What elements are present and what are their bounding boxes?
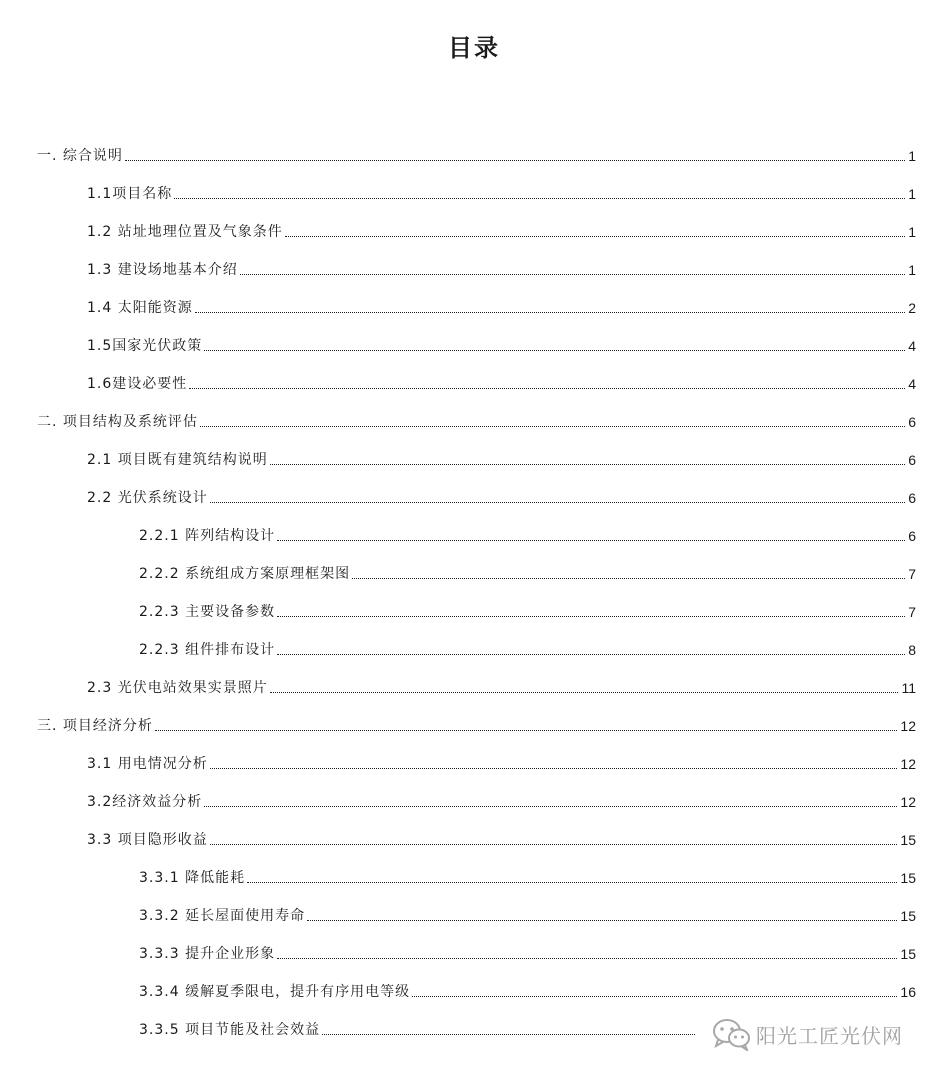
toc-entry-label: 3.1 用电情况分析: [87, 756, 208, 772]
wechat-icon: [712, 1017, 752, 1051]
toc-entry-label: 2.3 光伏电站效果实景照片: [87, 680, 268, 696]
watermark-text: 阳光工匠光伏网: [756, 1023, 903, 1048]
toc-entry-label: 3.3.1 降低能耗: [139, 870, 246, 886]
toc-entry-page: 2: [908, 300, 916, 316]
toc-entry-page: 15: [900, 870, 916, 886]
toc-entry-page: 7: [908, 604, 916, 620]
dot-leader: [270, 464, 905, 465]
toc-entry-page: 1: [908, 224, 916, 240]
toc-entry-1-5[interactable]: [0, 333, 916, 355]
toc-entry-page: 6: [908, 452, 916, 468]
toc-entry-page: 15: [900, 946, 916, 962]
toc-entry-label: 3.2经济效益分析: [87, 794, 203, 810]
toc-entry-2-3[interactable]: [0, 675, 916, 697]
dot-leader: [322, 1034, 695, 1035]
toc-entry-1[interactable]: [0, 143, 916, 165]
toc-entry-label: 1.2 站址地理位置及气象条件: [87, 224, 283, 240]
toc-entry-label: 一. 综合说明: [37, 148, 123, 164]
toc-entry-page: 16: [900, 984, 916, 1000]
dot-leader: [204, 350, 905, 351]
toc-entry-label: 1.5国家光伏政策: [87, 338, 203, 354]
toc-entry-1-3[interactable]: [0, 257, 916, 279]
toc-entry-label: 2.2.3 主要设备参数: [139, 604, 276, 620]
dot-leader: [125, 160, 905, 161]
toc-entry-page: 7: [908, 566, 916, 582]
toc-entry-3-3[interactable]: [0, 827, 916, 849]
dot-leader: [247, 882, 897, 883]
toc-entry-label: 三. 项目经济分析: [37, 718, 153, 734]
toc-entry-2-2-2[interactable]: [0, 561, 916, 583]
toc-entry-2-2-3[interactable]: [0, 599, 916, 621]
dot-leader: [277, 654, 905, 655]
toc-entry-page: 15: [900, 908, 916, 924]
toc-entry-3-3-3[interactable]: [0, 941, 916, 963]
dot-leader: [240, 274, 905, 275]
toc-entry-2[interactable]: [0, 409, 916, 431]
toc-title: 目录: [448, 34, 500, 62]
toc-entry-label: 2.2.2 系统组成方案原理框架图: [139, 566, 351, 582]
dot-leader: [210, 844, 898, 845]
dot-leader: [155, 730, 898, 731]
dot-leader: [195, 312, 905, 313]
toc-entry-3-1[interactable]: [0, 751, 916, 773]
dot-leader: [174, 198, 905, 199]
toc-entry-1-4[interactable]: [0, 295, 916, 317]
toc-entry-3-3-1[interactable]: [0, 865, 916, 887]
toc-entry-3-3-4[interactable]: [0, 979, 916, 1001]
toc-entry-page: 6: [908, 528, 916, 544]
toc-entry-label: 二. 项目结构及系统评估: [37, 414, 198, 430]
toc-entry-3[interactable]: [0, 713, 916, 735]
toc-entry-label: 1.3 建设场地基本介绍: [87, 262, 238, 278]
toc-entry-2-1[interactable]: [0, 447, 916, 469]
toc-entry-2-2[interactable]: [0, 485, 916, 507]
toc-entry-3-3-2[interactable]: [0, 903, 916, 925]
toc-entry-label: 3.3.3 提升企业形象: [139, 946, 276, 962]
toc-entry-label: 3.3.5 项目节能及社会效益: [139, 1022, 321, 1038]
dot-leader: [210, 768, 898, 769]
dot-leader: [200, 426, 905, 427]
dot-leader: [277, 958, 897, 959]
toc-entry-3-3-5[interactable]: [0, 1017, 698, 1039]
toc-entry-label: 1.4 太阳能资源: [87, 300, 193, 316]
toc-entry-label: 2.2 光伏系统设计: [87, 490, 208, 506]
toc-entry-label: 2.1 项目既有建筑结构说明: [87, 452, 268, 468]
toc-entry-page: 11: [901, 680, 916, 696]
dot-leader: [277, 616, 905, 617]
toc-entry-page: 4: [908, 376, 916, 392]
toc-entry-label: 3.3 项目隐形收益: [87, 832, 208, 848]
toc-entry-page: 1: [908, 148, 916, 164]
toc-entry-page: 1: [908, 262, 916, 278]
toc-entry-label: 3.3.2 延长屋面使用寿命: [139, 908, 306, 924]
toc-entry-page: 12: [900, 794, 916, 810]
toc-entry-label: 3.3.4 缓解夏季限电，提升有序用电等级: [139, 984, 411, 1000]
toc-entry-page: 12: [900, 718, 916, 734]
watermark: [712, 1014, 903, 1054]
dot-leader: [277, 540, 905, 541]
dot-leader: [210, 502, 905, 503]
toc-entry-label: 2.2.3 组件排布设计: [139, 642, 276, 658]
toc-entry-page: 1: [908, 186, 916, 202]
toc-entry-1-6[interactable]: [0, 371, 916, 393]
toc-entry-label: 2.2.1 阵列结构设计: [139, 528, 276, 544]
dot-leader: [352, 578, 905, 579]
toc-entry-2-2-1[interactable]: [0, 523, 916, 545]
toc-entry-1-1[interactable]: [0, 181, 916, 203]
dot-leader: [189, 388, 905, 389]
dot-leader: [285, 236, 905, 237]
toc-entry-page: 8: [908, 642, 916, 658]
toc-entry-3-2[interactable]: [0, 789, 916, 811]
toc-entry-label: 1.1项目名称: [87, 186, 173, 202]
toc-entry-page: 4: [908, 338, 916, 354]
toc-entry-page: 12: [900, 756, 916, 772]
dot-leader: [204, 806, 897, 807]
toc-entry-label: 1.6建设必要性: [87, 376, 188, 392]
toc-entry-2-2-3b[interactable]: [0, 637, 916, 659]
dot-leader: [270, 692, 899, 693]
toc-entry-1-2[interactable]: [0, 219, 916, 241]
dot-leader: [412, 996, 897, 997]
dot-leader: [307, 920, 897, 921]
toc-entry-page: 6: [908, 490, 916, 506]
toc-entry-page: 6: [908, 414, 916, 430]
toc-entry-page: 15: [900, 832, 916, 848]
